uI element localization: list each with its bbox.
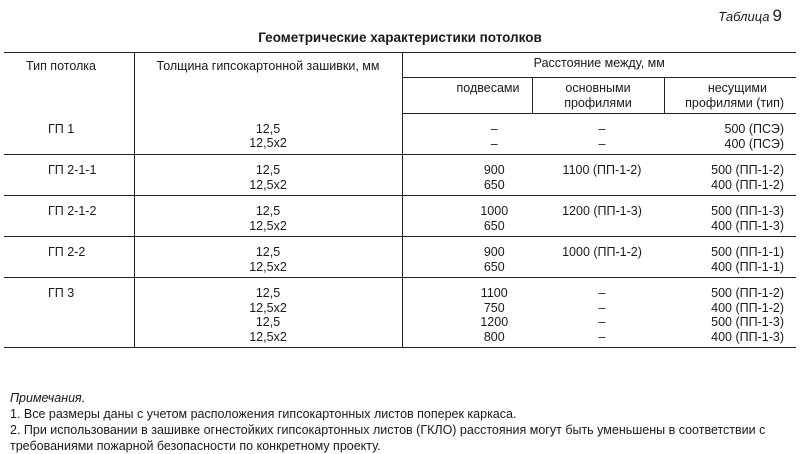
table-body <box>4 114 796 348</box>
cell-hangers-line: – <box>490 136 498 151</box>
cell-thickness-line: 12,5х2 <box>249 329 287 344</box>
cell-bearing-profiles <box>664 114 796 155</box>
cell-main-profiles-line: – <box>598 136 606 151</box>
cell-main-profiles-line: – <box>598 286 606 300</box>
cell-main-profiles <box>532 196 664 237</box>
note-item: требованиями пожарной безопасности по конкретному проекту. <box>10 439 381 453</box>
cell-ceiling-type: ГП 3 <box>4 278 134 348</box>
cell-bearing-profiles <box>664 155 796 196</box>
cell-thickness <box>134 155 402 196</box>
cell-bearing-profiles-line: 400 (ПП-1-1) <box>711 259 785 274</box>
notes-heading: Примечания. <box>10 391 86 405</box>
cell-main-profiles-line: 1100 (ПП-1-2) <box>562 163 642 177</box>
table-caption-number: 9 <box>772 6 782 25</box>
table-caption-label: Таблица <box>718 9 770 24</box>
header-main-line1: основными <box>565 81 631 95</box>
header-distance: Расстояние между, мм <box>402 53 796 78</box>
cell-hangers-line: 800 <box>483 329 505 344</box>
cell-bearing-profiles <box>664 237 796 278</box>
ceiling-geometry-table <box>4 52 796 348</box>
cell-main-profiles <box>532 114 664 155</box>
cell-hangers-line: 1000 <box>480 204 509 218</box>
cell-hangers <box>402 237 532 278</box>
header-thickness: Толщина гипсокартонной зашивки, мм <box>134 53 402 114</box>
header-bearing-line2: профилями (тип) <box>685 96 785 110</box>
cell-bearing-profiles-line: 400 (ПП-1-2) <box>711 177 785 192</box>
cell-thickness-line: 12,5 <box>255 286 281 300</box>
header-ceiling-type: Тип потолка <box>4 53 134 114</box>
cell-main-profiles-line: – <box>598 300 606 315</box>
table-row <box>4 237 796 278</box>
cell-hangers <box>402 155 532 196</box>
cell-thickness <box>134 237 402 278</box>
cell-bearing-profiles <box>664 196 796 237</box>
cell-hangers <box>402 196 532 237</box>
cell-thickness-line: 12,5 <box>255 121 281 136</box>
cell-thickness <box>134 278 402 348</box>
table-row <box>4 114 796 155</box>
cell-thickness-line: 12,5х2 <box>249 300 287 315</box>
cell-bearing-profiles-line: 500 (ПП-1-2) <box>711 286 785 300</box>
cell-bearing-profiles-line: 500 (ПСЭ) <box>724 122 785 136</box>
header-hangers-text: подвесами <box>456 81 520 95</box>
cell-main-profiles-line: – <box>598 315 606 329</box>
cell-bearing-profiles-line: 400 (ПП-1-3) <box>711 329 785 344</box>
table-row <box>4 278 796 348</box>
table-row <box>4 196 796 237</box>
cell-bearing-profiles <box>664 278 796 348</box>
cell-bearing-profiles-line: 400 (ПП-1-2) <box>711 300 785 315</box>
cell-thickness-line: 12,5 <box>255 163 281 177</box>
notes-block <box>10 390 795 454</box>
note-item: 1. Все размеры даны с учетом расположения гипсокартонных листов поперек каркаса. <box>10 407 517 421</box>
cell-bearing-profiles-line: 400 (ПП-1-3) <box>711 218 785 233</box>
table-title: Геометрические характеристики потолков <box>258 30 542 45</box>
cell-hangers <box>402 114 532 155</box>
cell-hangers-line: 1100 <box>480 286 508 300</box>
cell-ceiling-type: ГП 1 <box>4 114 134 155</box>
cell-hangers-line: 900 <box>483 163 505 177</box>
cell-thickness-line: 12,5х2 <box>249 136 287 150</box>
cell-thickness-line: 12,5 <box>255 315 281 329</box>
header-bearing-line1: несущими <box>707 81 768 95</box>
cell-thickness <box>134 196 402 237</box>
cell-hangers-line: 650 <box>483 259 505 274</box>
header-bearing-profiles <box>664 78 796 114</box>
header-main-line2: профилями <box>564 96 632 110</box>
cell-hangers-line: 1200 <box>480 315 509 329</box>
note-item: 2. При использовании в зашивке огнестойких гипсокартонных листов (ГКЛО) расстояния могут быть уменьшены в соответствии с <box>10 423 766 437</box>
header-hangers <box>402 78 532 114</box>
cell-main-profiles-line: – <box>598 329 606 344</box>
cell-ceiling-type: ГП 2-1-2 <box>4 196 134 237</box>
cell-hangers-line: 750 <box>483 300 505 315</box>
cell-thickness-line: 12,5 <box>255 245 281 259</box>
cell-thickness-line: 12,5 <box>255 204 281 218</box>
cell-hangers <box>402 278 532 348</box>
cell-hangers-line: – <box>490 122 498 136</box>
cell-bearing-profiles-line: 500 (ПП-1-2) <box>711 163 785 177</box>
table-caption <box>718 6 782 26</box>
cell-main-profiles <box>532 278 664 348</box>
cell-thickness-line: 12,5х2 <box>249 177 287 192</box>
cell-thickness-line: 12,5х2 <box>249 259 287 274</box>
cell-main-profiles-line: – <box>598 122 606 136</box>
cell-bearing-profiles-line: 500 (ПП-1-3) <box>711 204 785 218</box>
cell-main-profiles-line: 1200 (ПП-1-3) <box>562 204 642 218</box>
cell-main-profiles <box>532 237 664 278</box>
cell-main-profiles-line: 1000 (ПП-1-2) <box>562 245 642 259</box>
cell-thickness <box>134 114 402 155</box>
cell-hangers-line: 650 <box>483 177 505 192</box>
cell-thickness-line: 12,5х2 <box>249 218 287 233</box>
cell-bearing-profiles-line: 500 (ПП-1-1) <box>711 245 785 259</box>
cell-hangers-line: 650 <box>483 218 505 233</box>
table-row <box>4 155 796 196</box>
cell-ceiling-type: ГП 2-2 <box>4 237 134 278</box>
cell-bearing-profiles-line: 500 (ПП-1-3) <box>711 315 785 329</box>
cell-main-profiles <box>532 155 664 196</box>
header-main-profiles <box>532 78 664 114</box>
cell-ceiling-type: ГП 2-1-1 <box>4 155 134 196</box>
cell-bearing-profiles-line: 400 (ПСЭ) <box>724 136 785 151</box>
cell-hangers-line: 900 <box>483 245 505 259</box>
